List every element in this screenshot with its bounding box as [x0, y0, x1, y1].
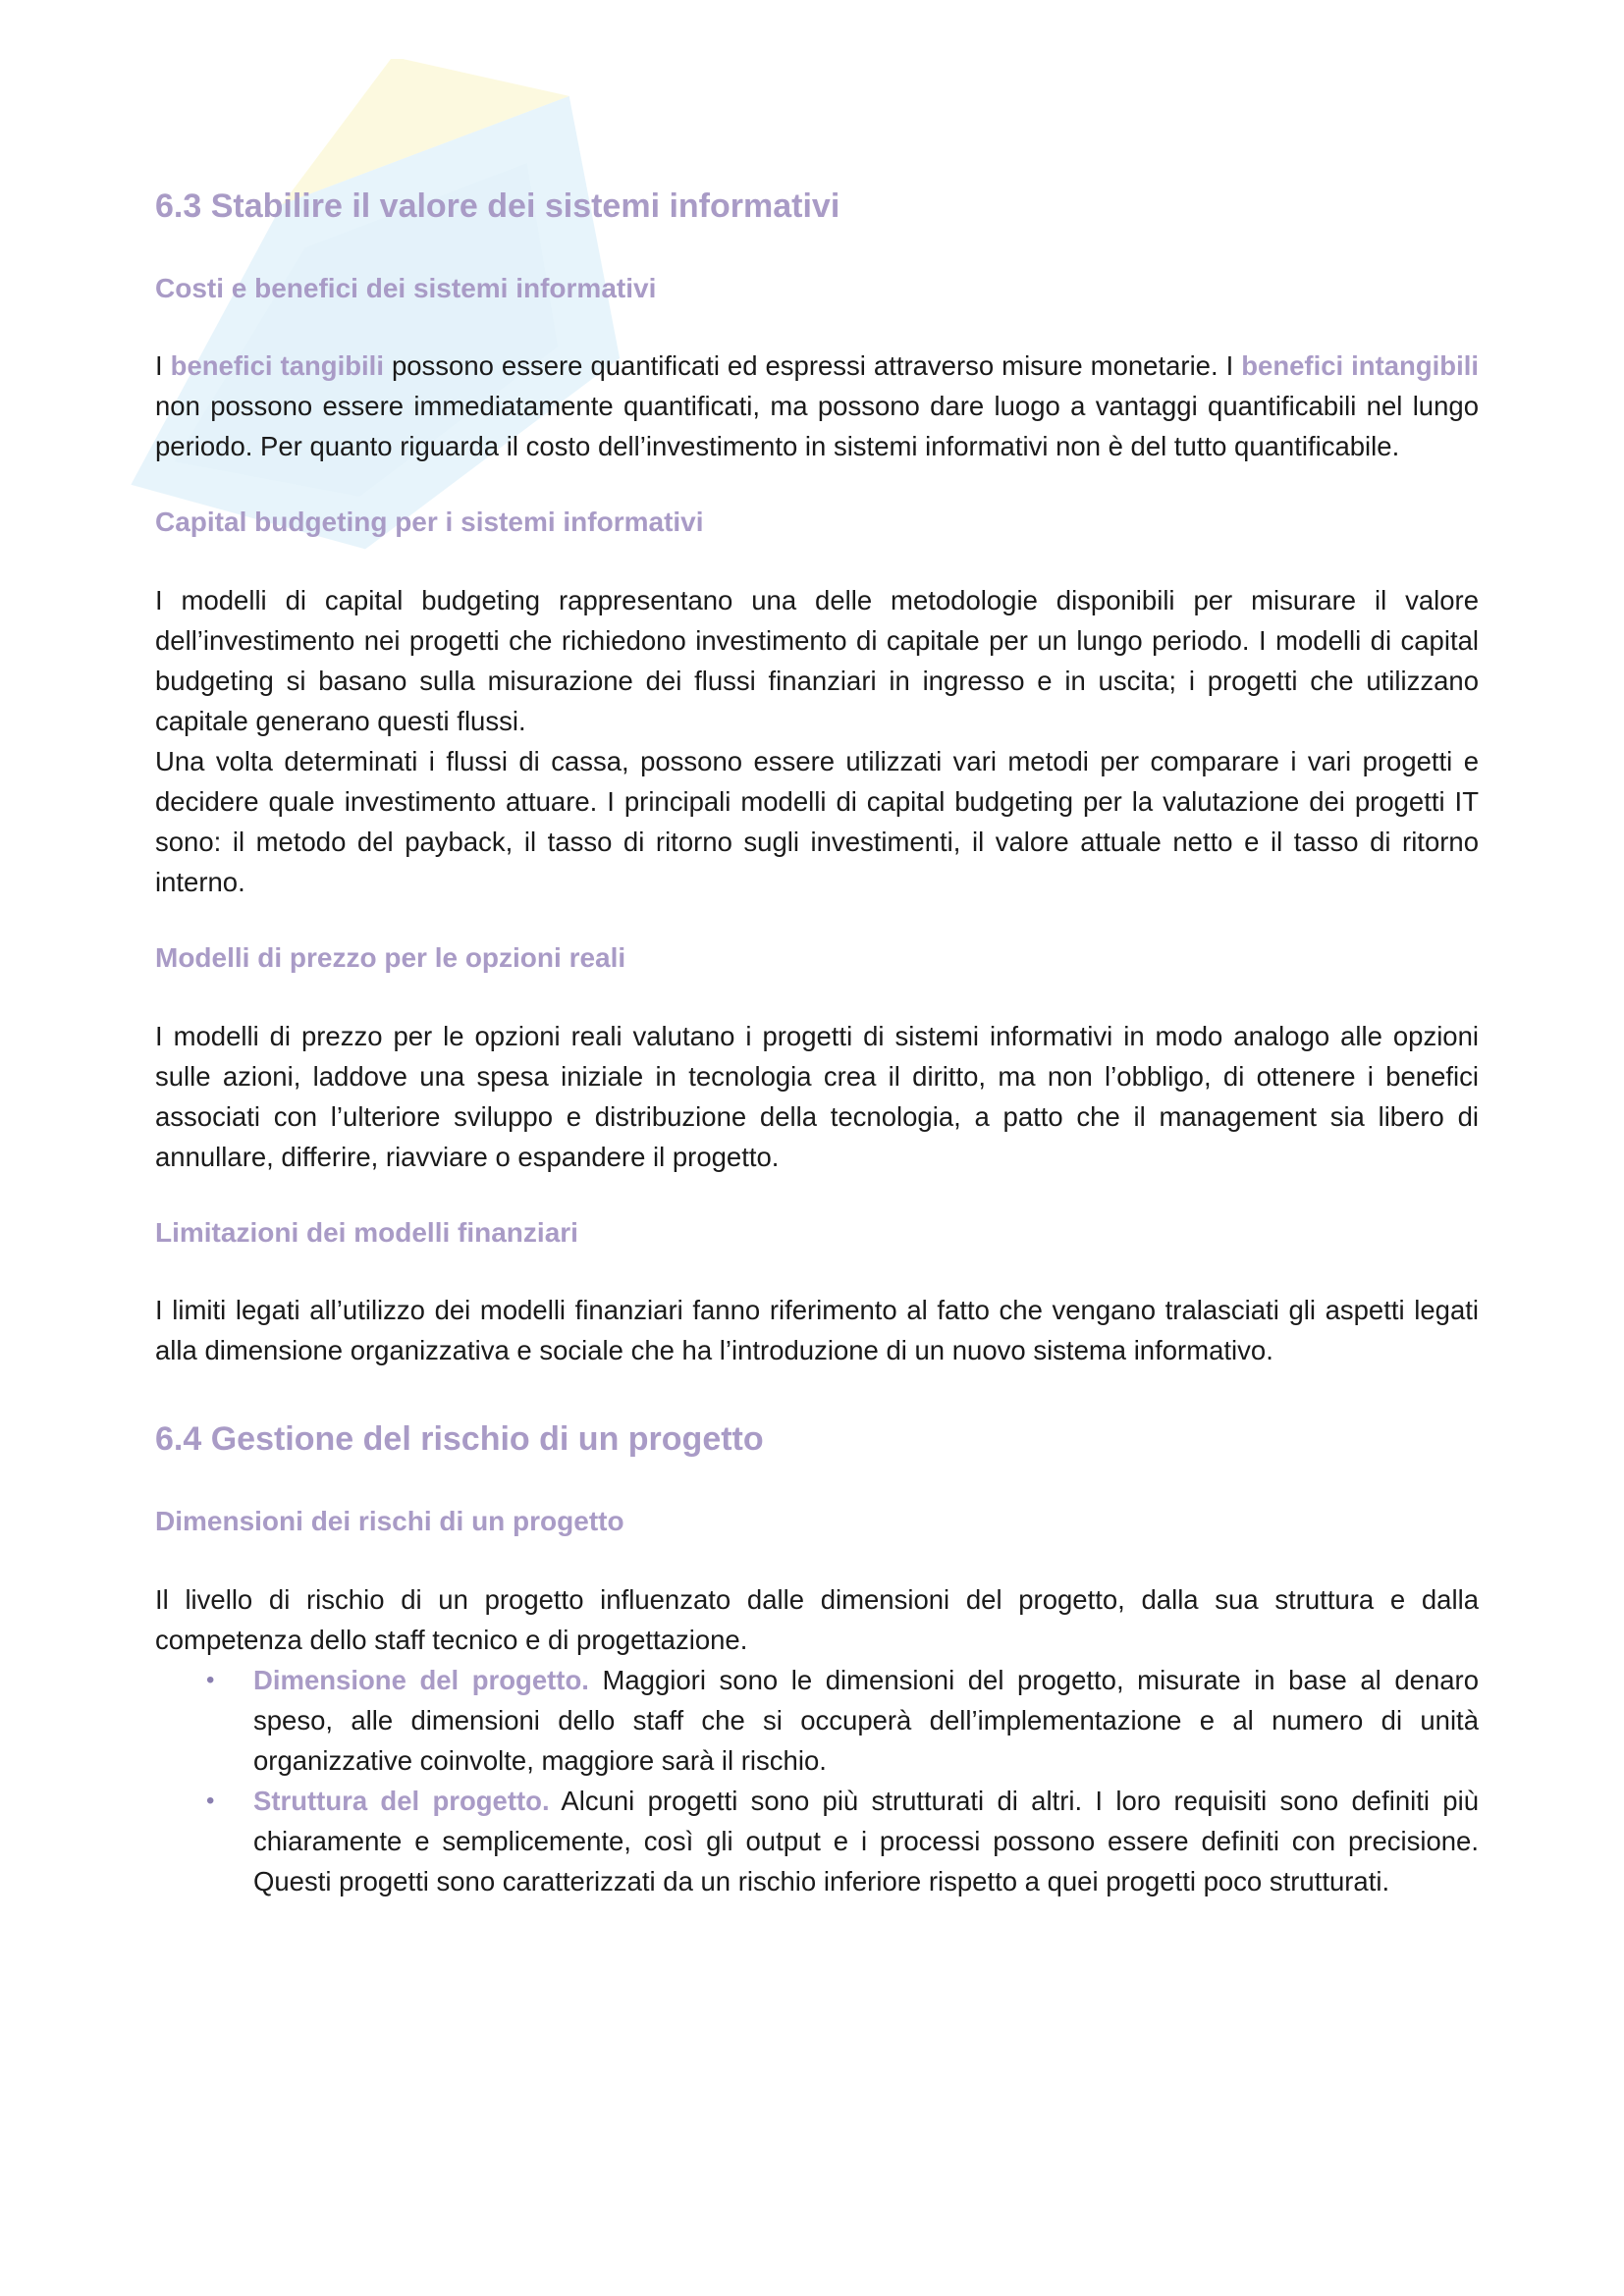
list-item [206, 1781, 1479, 1901]
bullet-text: Maggiori sono le dimensioni del progetto, misurate in base al denaro speso, alle dimensioni dello staff che si occuperà dell’implementazione e al numero di unità organizzative coinvolte, maggiore sarà il rischio. [253, 1664, 1479, 1776]
paragraph-capital-budgeting-2: Una volta determinati i flussi di cassa, possono essere utilizzati vari metodi per comparare i vari progetti e decidere quale investimento attuare. I principali modelli di capital budgeting per la valutazione dei progetti IT sono: il metodo del payback, il tasso di ritorno sugli investimenti, il valore attuale netto e il tasso di ritorno interno. [155, 745, 1479, 897]
subheading-limitazioni: Limitazioni dei modelli finanziari [155, 1216, 578, 1248]
paragraph-capital-budgeting-1: I modelli di capital budgeting rappresentano una delle metodologie disponibili per misurare il valore dell’investimento nei progetti che richiedono investimento di capitale per un lungo periodo. I modelli di capital budgeting si basano sulla misurazione dei flussi finanziari in ingresso e in uscita; i progetti che utilizzano capitale generano questi flussi. [155, 584, 1479, 736]
subheading-capital-budgeting: Capital budgeting per i sistemi informativi [155, 507, 704, 538]
document-page [155, 187, 1479, 1901]
paragraph-text: possono essere quantificati ed espressi attraverso misure monetarie. I [383, 350, 1242, 382]
bullet-icon: • [206, 1787, 215, 1814]
bullet-icon: • [206, 1666, 215, 1693]
bullet-term: Dimensione del progetto. [253, 1664, 589, 1695]
bullet-term: Struttura del progetto. [253, 1785, 550, 1816]
paragraph-limitazioni: I limiti legati all’utilizzo dei modelli finanziari fanno riferimento al fatto che vengano tralasciati gli aspetti legati alla dimensione organizzativa e sociale che ha l’introduzione di un nuovo sistema informativo. [155, 1295, 1479, 1366]
paragraph-text: non possono essere immediatamente quantificati, ma possono dare luogo a vantaggi quantificabili nel lungo periodo. Per quanto riguarda il costo dell’investimento in sistemi informativi non è del tutto quantificabile. [155, 391, 1479, 462]
list-item [206, 1660, 1479, 1781]
highlight-benefici-intangibili: benefici intangibili [1241, 350, 1480, 382]
subheading-dimensioni-rischi: Dimensioni dei rischi di un progetto [155, 1505, 624, 1536]
subheading-opzioni-reali: Modelli di prezzo per le opzioni reali [155, 941, 626, 973]
subheading-costi-benefici: Costi e benefici dei sistemi informativi [155, 272, 657, 303]
paragraph-text: I [155, 350, 171, 382]
section-title-6-4: 6.4 Gestione del rischio di un progetto [155, 1420, 764, 1459]
paragraph-opzioni-reali: I modelli di prezzo per le opzioni reali valutano i progetti di sistemi informativi in modo analogo alle opzioni sulle azioni, laddove una spesa iniziale in tecnologia crea il diritto, ma non l’obbligo, di ottenere i benefici associati con l’ulteriore sviluppo e distribuzione della tecnologia, a patto che il management sia libero di annullare, differire, riavviare o espandere il progetto. [155, 1020, 1479, 1172]
paragraph-costi-benefici [155, 346, 1479, 466]
section-title-6-3: 6.3 Stabilire il valore dei sistemi informativi [155, 187, 840, 225]
paragraph-dimensioni-rischi: Il livello di rischio di un progetto influenzato dalle dimensioni del progetto, dalla sua struttura e dalla competenza dello staff tecnico e di progettazione. [155, 1583, 1479, 1655]
bullet-text: Alcuni progetti sono più strutturati di altri. I loro requisiti sono definiti più chiaramente e semplicemente, così gli output e i processi possono essere definiti con precisione. Questi progetti sono caratterizzati da un rischio inferiore rispetto a quei progetti poco strutturati. [253, 1785, 1479, 1896]
risk-bullet-list [155, 1660, 1479, 1901]
highlight-benefici-tangibili: benefici tangibili [170, 350, 384, 382]
